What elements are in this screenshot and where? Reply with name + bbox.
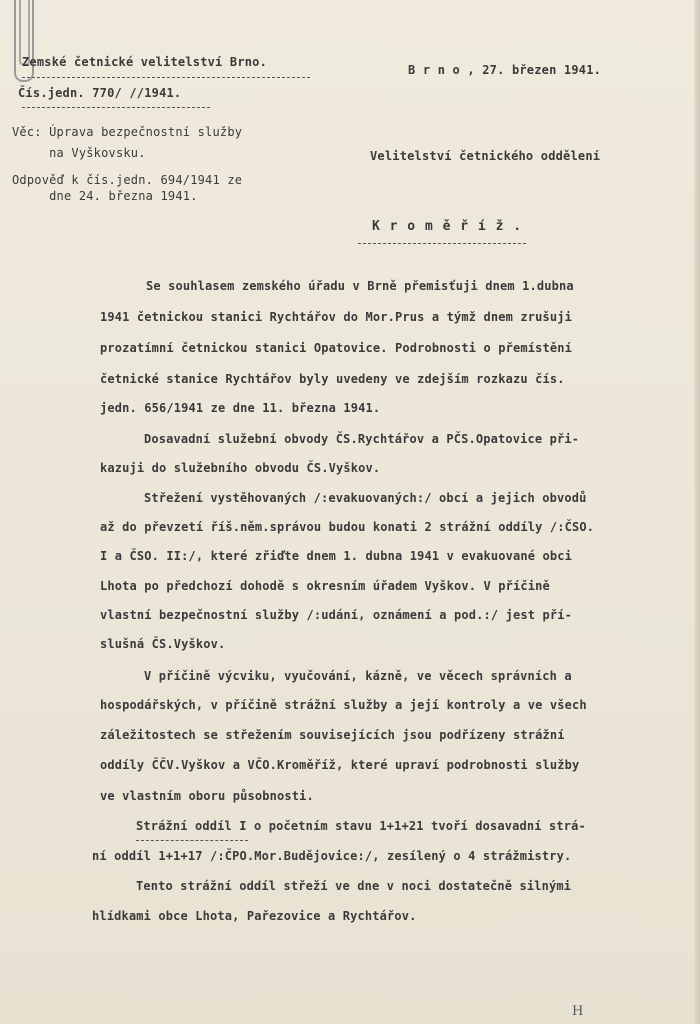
body-line: ve vlastním oboru působnosti. [100, 789, 314, 803]
reply-line-1: Odpověď k čís.jedn. 694/1941 ze [12, 173, 243, 187]
body-line: hospodářských, v příčině strážní služby a její kontroly a ve všech [100, 698, 587, 712]
addressee-underline [358, 243, 526, 244]
reference-number: Čís.jedn. 770/ //1941. [18, 86, 182, 100]
body-line: ní oddíl 1+1+17 /:ČPO.Mor.Budějovice:/, zesílený o 4 strážmistry. [92, 849, 572, 863]
body-line: četnické stanice Rychtářov byly uvedeny ve zdejším rozkazu čís. [100, 372, 565, 386]
body-line: hlídkami obce Lhota, Pařezovice a Rychtářov. [92, 909, 417, 923]
body-line: Tento strážní oddíl střeží ve dne v noci dostatečně silnými [136, 879, 572, 893]
page-edge [694, 0, 700, 1024]
body-line: Lhota po předchozí dohodě s okresním úřadem Vyškov. V příčině [100, 579, 550, 593]
org-underline [22, 77, 310, 78]
body-line: Strážní oddíl I o početním stavu 1+1+21 tvoří dosavadní strá- [136, 819, 586, 833]
body-line: slušná ČS.Vyškov. [100, 637, 226, 651]
body-line: Střežení vystěhovaných /:evakuovaných:/ obcí a jejich obvodů [144, 491, 587, 505]
body-line: V příčině výcviku, vyučování, kázně, ve věcech správních a [144, 669, 572, 683]
body-line: kazuji do služebního obvodu ČS.Vyškov. [100, 461, 381, 475]
body-line: Dosavadní služební obvody ČS.Rychtářov a PČS.Opatovice při- [144, 432, 580, 446]
body-line: vlastní bezpečnostní služby /:udání, oznámení a pod.:/ jest pří- [100, 608, 572, 622]
place-date: B r n o , 27. březen 1941. [408, 63, 602, 77]
body-line: 1941 četnickou stanici Rychtářov do Mor.Prus a týmž dnem zrušuji [100, 310, 572, 324]
addressee-line-1: Velitelství četnického oddělení [370, 149, 601, 163]
body-line: až do převzetí říš.něm.správou budou konati 2 strážní oddíly /:ČSO. [100, 520, 595, 534]
subject-line-1: Věc: Úprava bezpečnostní služby [12, 125, 243, 139]
body-line: prozatímní četnickou stanici Opatovice. Podrobnosti o přemístění [100, 341, 572, 355]
org-name: Zemské četnické velitelství Brno. [22, 55, 268, 69]
section-underline [136, 840, 248, 841]
addressee-line-2: K r o m ě ř í ž . [372, 219, 523, 234]
body-line: jedn. 656/1941 ze dne 11. března 1941. [100, 401, 381, 415]
body-line: I a ČSO. II:/, které zřiďte dnem 1. dubna 1941 v evakuované obci [100, 549, 572, 563]
body-line: záležitostech se střežením souvisejících jsou podřízeny strážní [100, 728, 565, 742]
body-line: oddíly ČČV.Vyškov a VČO.Kroměříž, které upraví podrobnosti služby [100, 758, 580, 772]
reply-line-2: dne 24. března 1941. [12, 189, 198, 203]
reference-underline [22, 107, 210, 108]
handwritten-mark: H [572, 1004, 584, 1019]
body-line: Se souhlasem zemského úřadu v Brně přemisťuji dnem 1.dubna [146, 279, 574, 293]
subject-line-2: na Vyškovsku. [12, 146, 146, 160]
